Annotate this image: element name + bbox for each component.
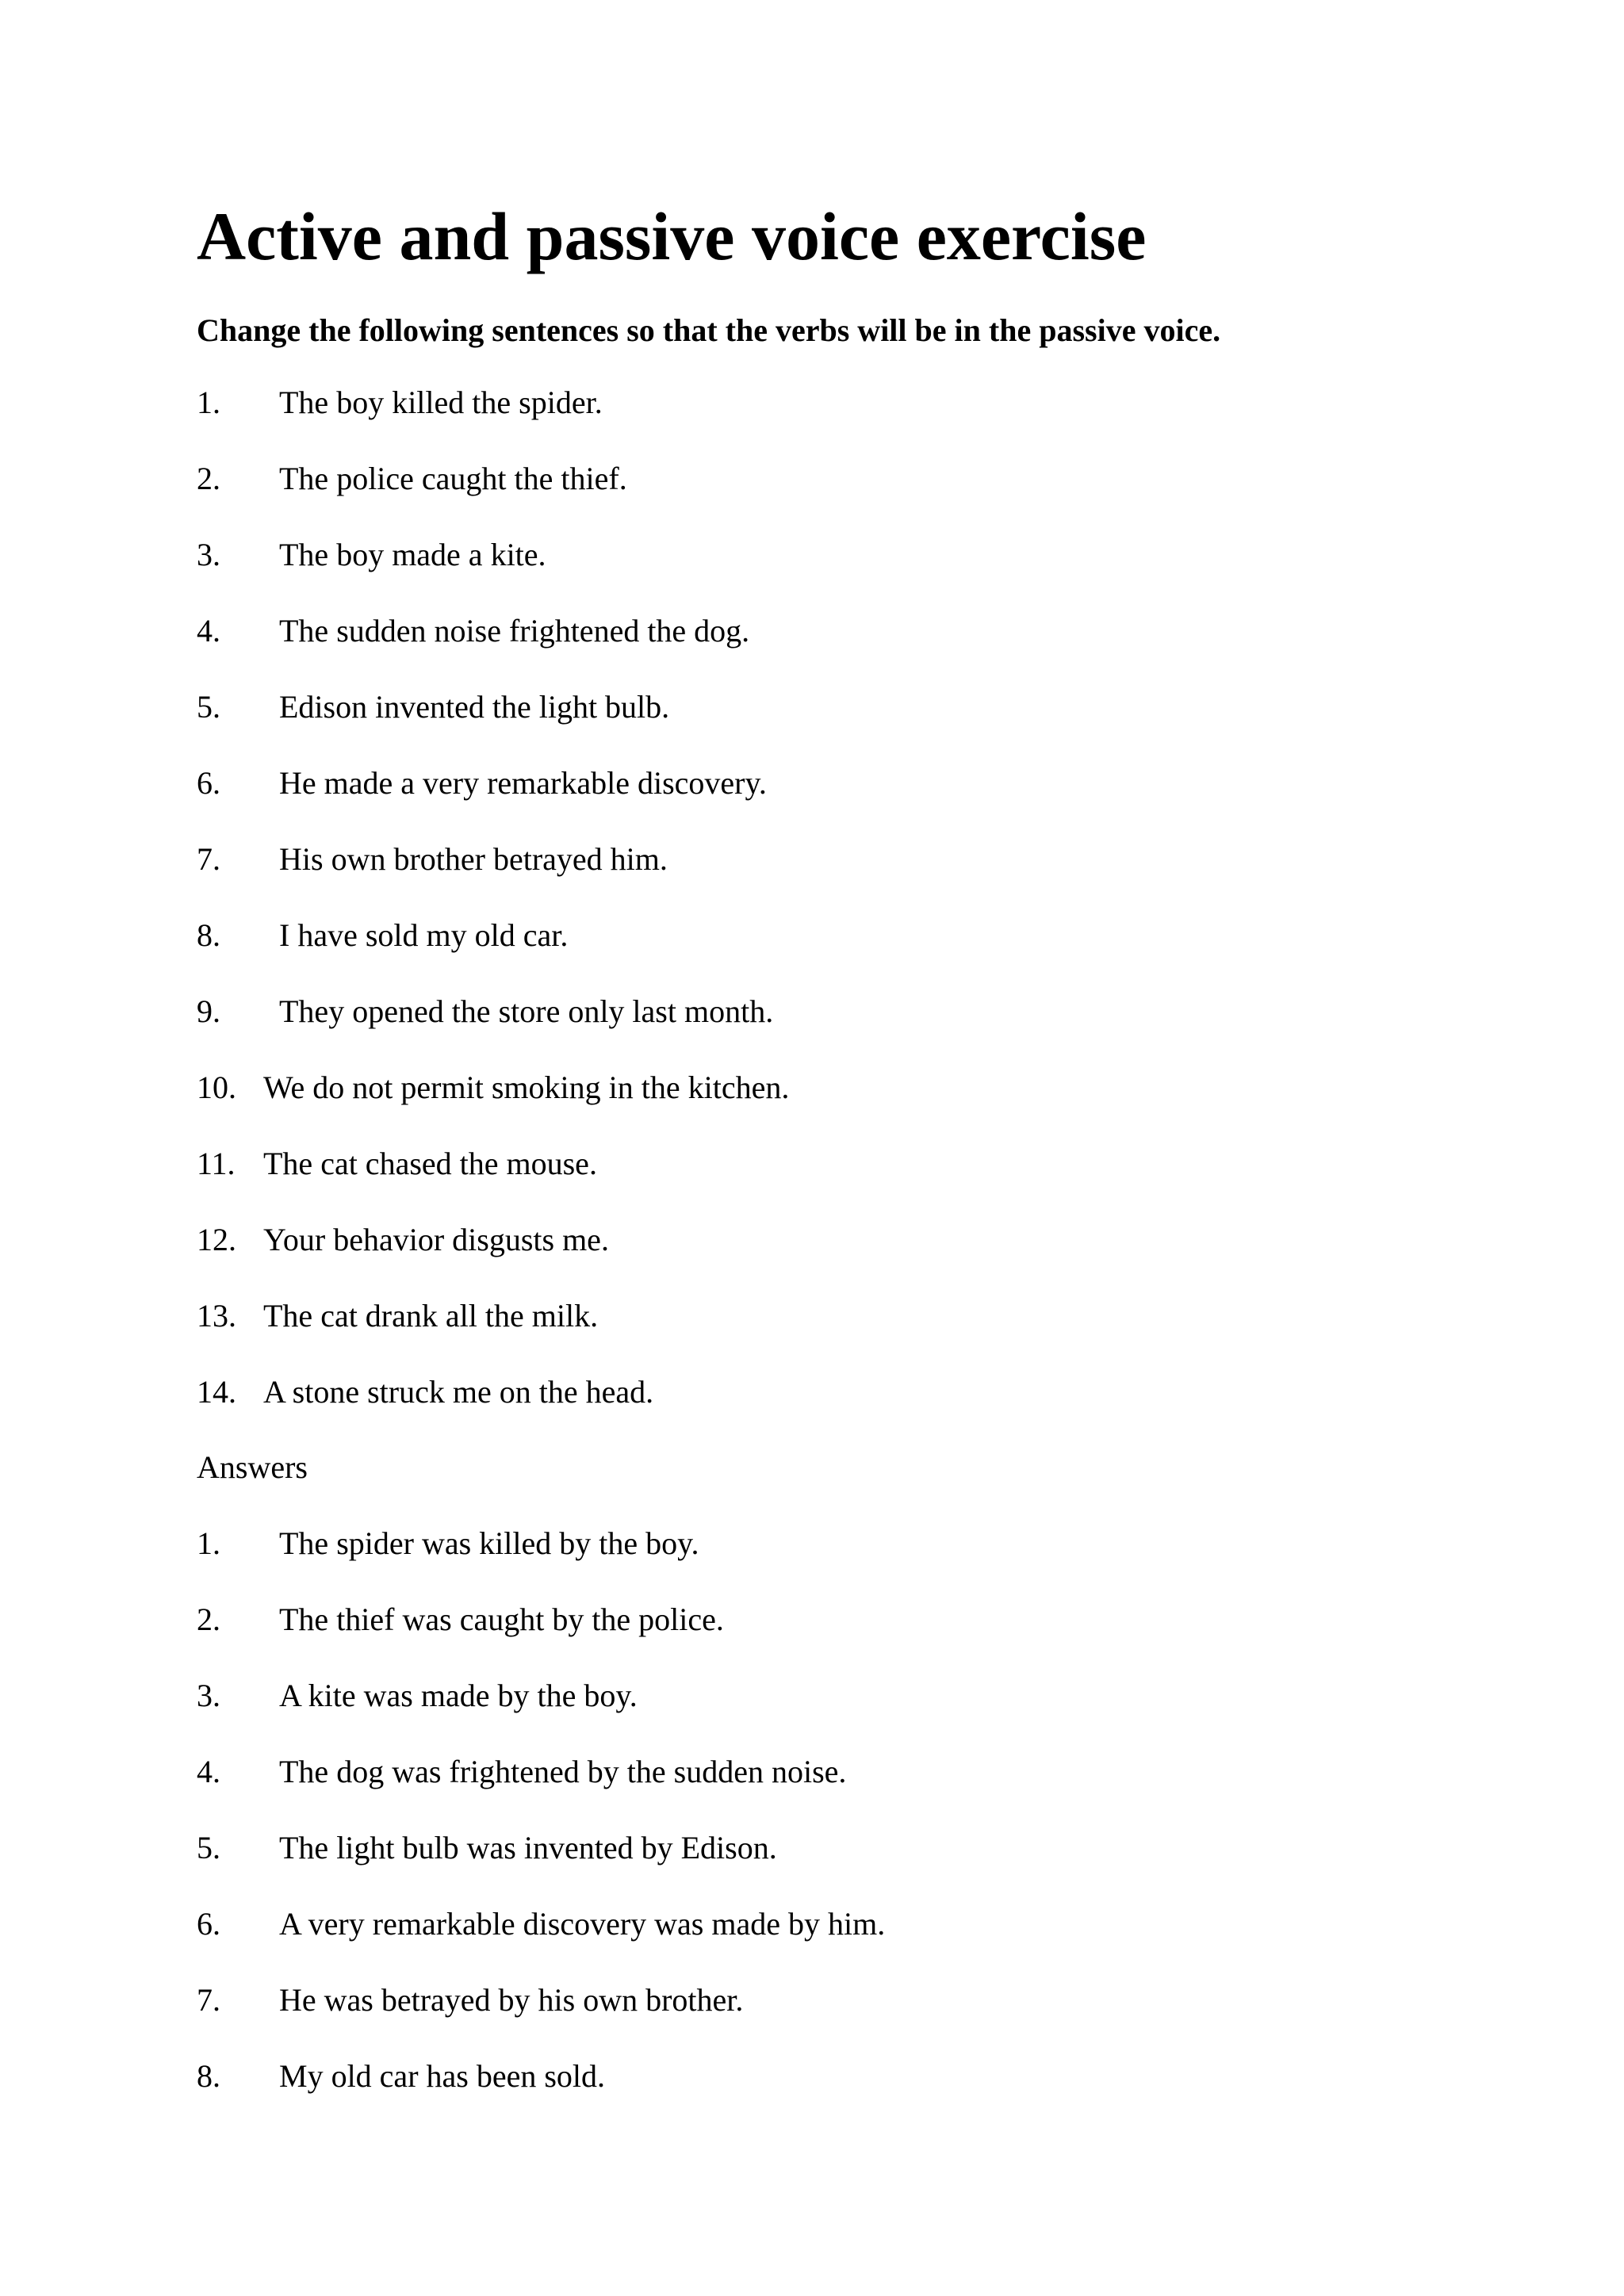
question-number: 7. [197, 841, 220, 877]
question-text: We do not permit smoking in the kitchen. [263, 1070, 790, 1105]
question-number: 8. [197, 917, 220, 953]
answer-text: The dog was frightened by the sudden noise. [279, 1754, 847, 1789]
page-title: Active and passive voice exercise [197, 198, 1147, 274]
question-text: His own brother betrayed him. [279, 841, 668, 877]
question-text: Your behavior disgusts me. [263, 1222, 609, 1257]
answer-text: A very remarkable discovery was made by him. [279, 1906, 886, 1942]
question-number: 11. [197, 1146, 236, 1181]
question-text: A stone struck me on the head. [263, 1374, 654, 1410]
instructions: Change the following sentences so that the verbs will be in the passive voice. [197, 312, 1221, 348]
question-number: 5. [197, 689, 220, 725]
answer-number: 8. [197, 2058, 220, 2094]
answer-number: 1. [197, 1525, 220, 1561]
question-text: The sudden noise frightened the dog. [279, 613, 750, 649]
question-number: 9. [197, 993, 220, 1029]
answer-text: The spider was killed by the boy. [279, 1525, 699, 1561]
question-text: The boy killed the spider. [279, 385, 603, 420]
question-number: 3. [197, 537, 220, 572]
question-text: I have sold my old car. [279, 917, 569, 953]
answer-number: 7. [197, 1982, 220, 2018]
answers-heading: Answers [197, 1449, 308, 1485]
question-text: They opened the store only last month. [279, 993, 774, 1029]
question-number: 6. [197, 765, 220, 801]
question-number: 14. [197, 1374, 236, 1410]
answer-text: A kite was made by the boy. [279, 1678, 638, 1713]
question-number: 2. [197, 461, 220, 496]
question-number: 12. [197, 1222, 236, 1257]
answer-number: 6. [197, 1906, 220, 1942]
question-number: 13. [197, 1298, 236, 1334]
question-text: The cat chased the mouse. [263, 1146, 597, 1181]
question-text: He made a very remarkable discovery. [279, 765, 767, 801]
answer-text: The thief was caught by the police. [279, 1601, 724, 1637]
answer-number: 3. [197, 1678, 220, 1713]
answer-number: 5. [197, 1830, 220, 1866]
question-number: 10. [197, 1070, 236, 1105]
answer-text: My old car has been sold. [279, 2058, 606, 2094]
question-text: The police caught the thief. [279, 461, 627, 496]
answer-number: 4. [197, 1754, 220, 1789]
question-text: The cat drank all the milk. [263, 1298, 599, 1334]
answer-text: He was betrayed by his own brother. [279, 1982, 744, 2018]
question-text: The boy made a kite. [279, 537, 546, 572]
answer-number: 2. [197, 1601, 220, 1637]
question-text: Edison invented the light bulb. [279, 689, 670, 725]
question-number: 4. [197, 613, 220, 649]
answer-text: The light bulb was invented by Edison. [279, 1830, 777, 1866]
question-number: 1. [197, 385, 220, 420]
